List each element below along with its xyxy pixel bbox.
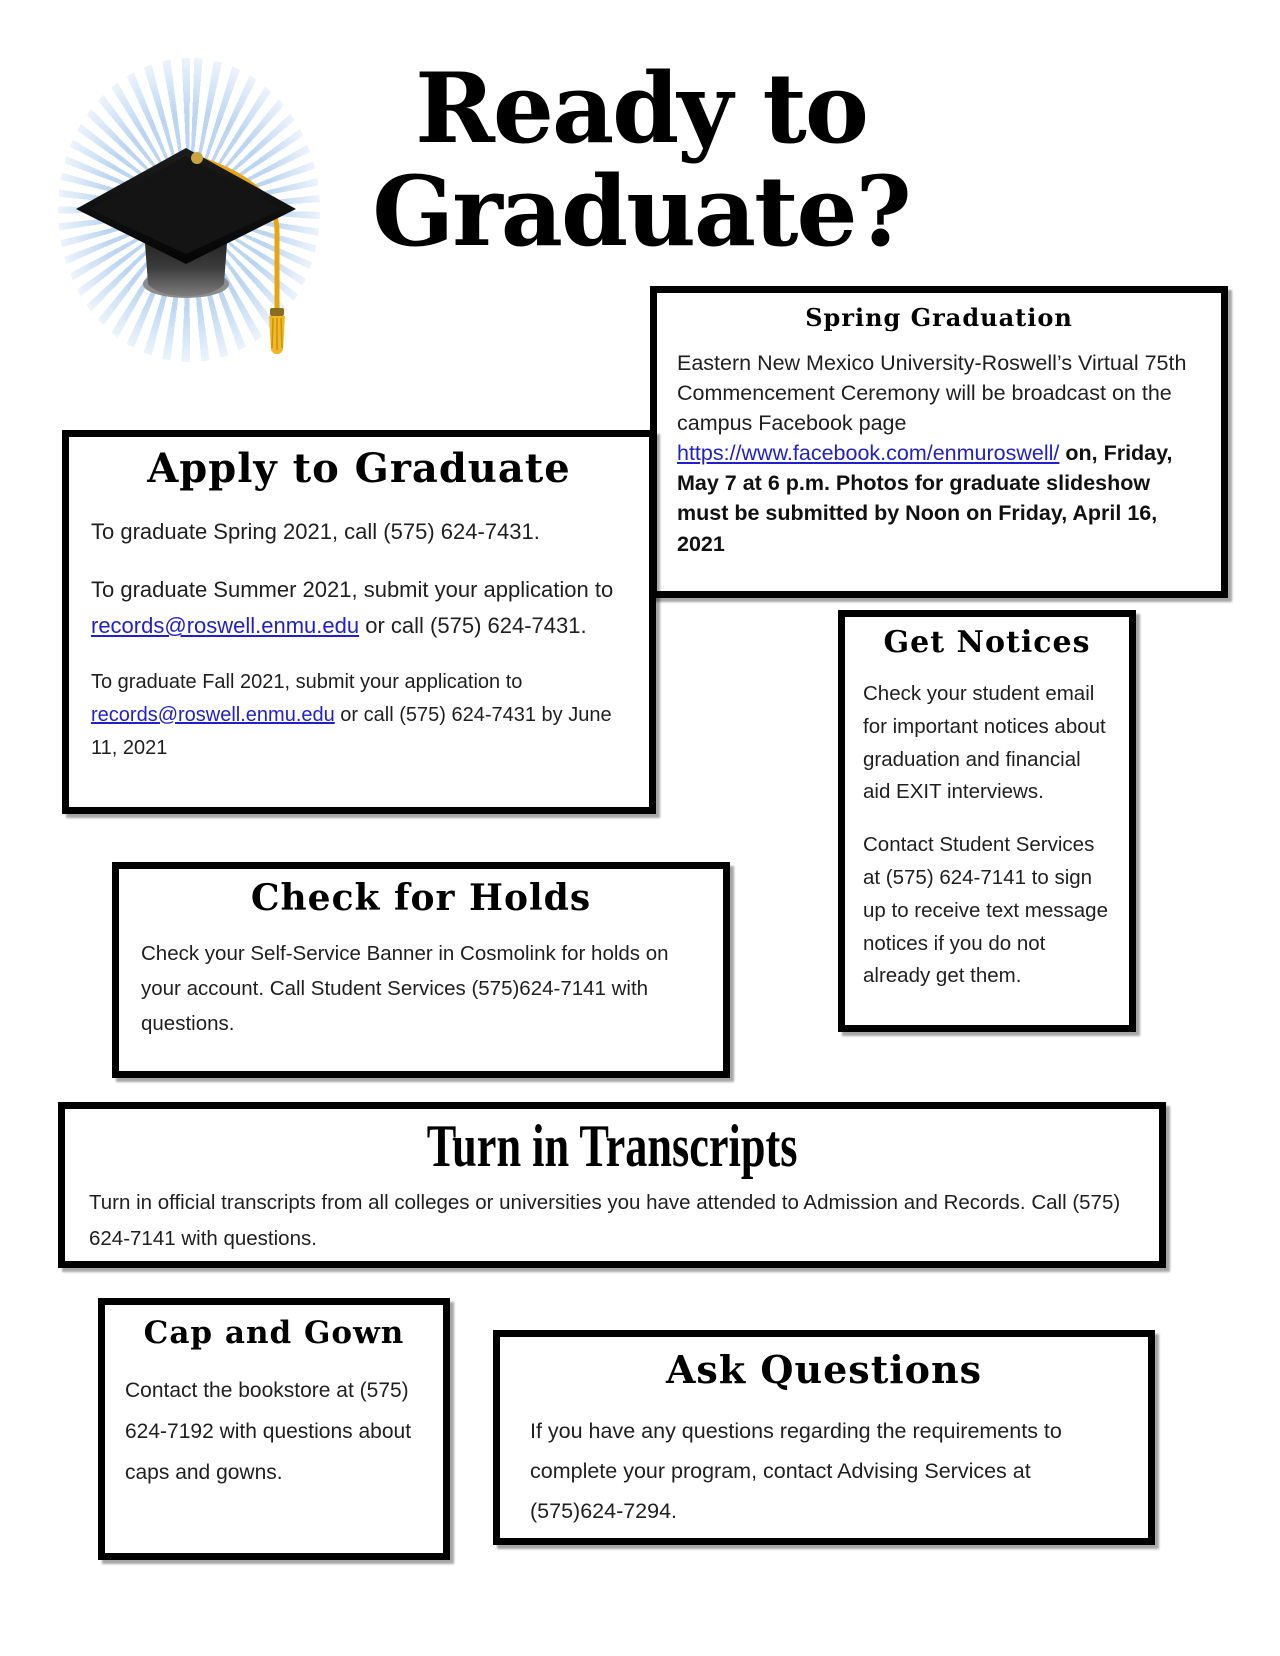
cap-and-gown-body: Contact the bookstore at (575) 624-7192 with questions about caps and gowns. — [125, 1379, 412, 1484]
graduation-cap-icon — [64, 66, 314, 354]
turn-in-transcripts-title — [89, 1112, 1135, 1180]
apply-summer-paragraph — [91, 572, 627, 645]
apply-fall-text-after: or call (575) 624-7431 by June 11, 2021 — [91, 703, 612, 759]
records-email-link-summer[interactable]: records@roswell.enmu.edu — [91, 613, 360, 639]
spring-text-before-link: Eastern New Mexico University-Roswell’s Virtual 75th Commencement Ceremony will be broadcast on the campus Facebook page — [677, 351, 1187, 436]
turn-in-transcripts-box — [58, 1102, 1166, 1268]
get-notices-title: Get Notices — [883, 625, 1091, 660]
cap-and-gown-box — [98, 1298, 450, 1560]
ask-questions-body: If you have any questions regarding the requirements to complete your program, contact Advising Services at (575)624-7294. — [530, 1419, 1062, 1523]
records-email-link-fall[interactable]: records@roswell.enmu.edu — [91, 703, 335, 726]
spring-text-bold: on, Friday, May 7 at 6 p.m. Photos for graduate slideshow must be submitted by Noon on Friday, April 16, 2021 — [677, 441, 1173, 556]
apply-spring-paragraph: To graduate Spring 2021, call (575) 624-7431. — [91, 519, 540, 544]
apply-summer-text-after: or call (575) 624-7431. — [359, 613, 587, 639]
ask-questions-box — [493, 1330, 1155, 1545]
get-notices-paragraph-1: Check your student email for important notices about graduation and financial aid EXIT interviews. — [863, 682, 1106, 804]
turn-in-transcripts-body: Turn in official transcripts from all colleges or universities you have attended to Admission and Records. Call (575) 624-7141 with questions. — [89, 1191, 1121, 1250]
turn-in-transcripts-title-text: Turn in Transcripts — [426, 1112, 798, 1180]
page-title-line2: Graduate? — [372, 154, 910, 268]
apply-fall-text-before: To graduate Fall 2021, submit your application to — [91, 670, 523, 693]
spring-graduation-title: Spring Graduation — [805, 303, 1073, 332]
get-notices-box — [838, 610, 1136, 1032]
check-for-holds-body: Check your Self-Service Banner in Cosmolink for holds on your account. Call Student Services (575)624-7141 with questions. — [141, 942, 669, 1035]
check-for-holds-title: Check for Holds — [250, 877, 592, 919]
spring-graduation-body — [677, 348, 1201, 559]
spring-graduation-box — [650, 286, 1228, 598]
graduation-cap-artwork — [58, 58, 320, 362]
cap-and-gown-title: Cap and Gown — [143, 1315, 405, 1351]
check-for-holds-box — [112, 862, 730, 1078]
page-title — [318, 52, 964, 268]
apply-fall-paragraph — [91, 666, 627, 766]
get-notices-paragraph-2: Contact Student Services at (575) 624-7141 to sign up to receive text message notices if you do not already get them. — [863, 833, 1108, 988]
apply-summer-text-before: To graduate Summer 2021, submit your application to — [91, 576, 614, 602]
page-title-line1: Ready to — [415, 52, 867, 165]
ask-questions-title: Ask Questions — [665, 1347, 983, 1392]
apply-to-graduate-box — [62, 430, 656, 814]
apply-to-graduate-title: Apply to Graduate — [147, 445, 571, 492]
facebook-page-link[interactable]: https://www.facebook.com/enmuroswell/ — [677, 441, 1060, 466]
